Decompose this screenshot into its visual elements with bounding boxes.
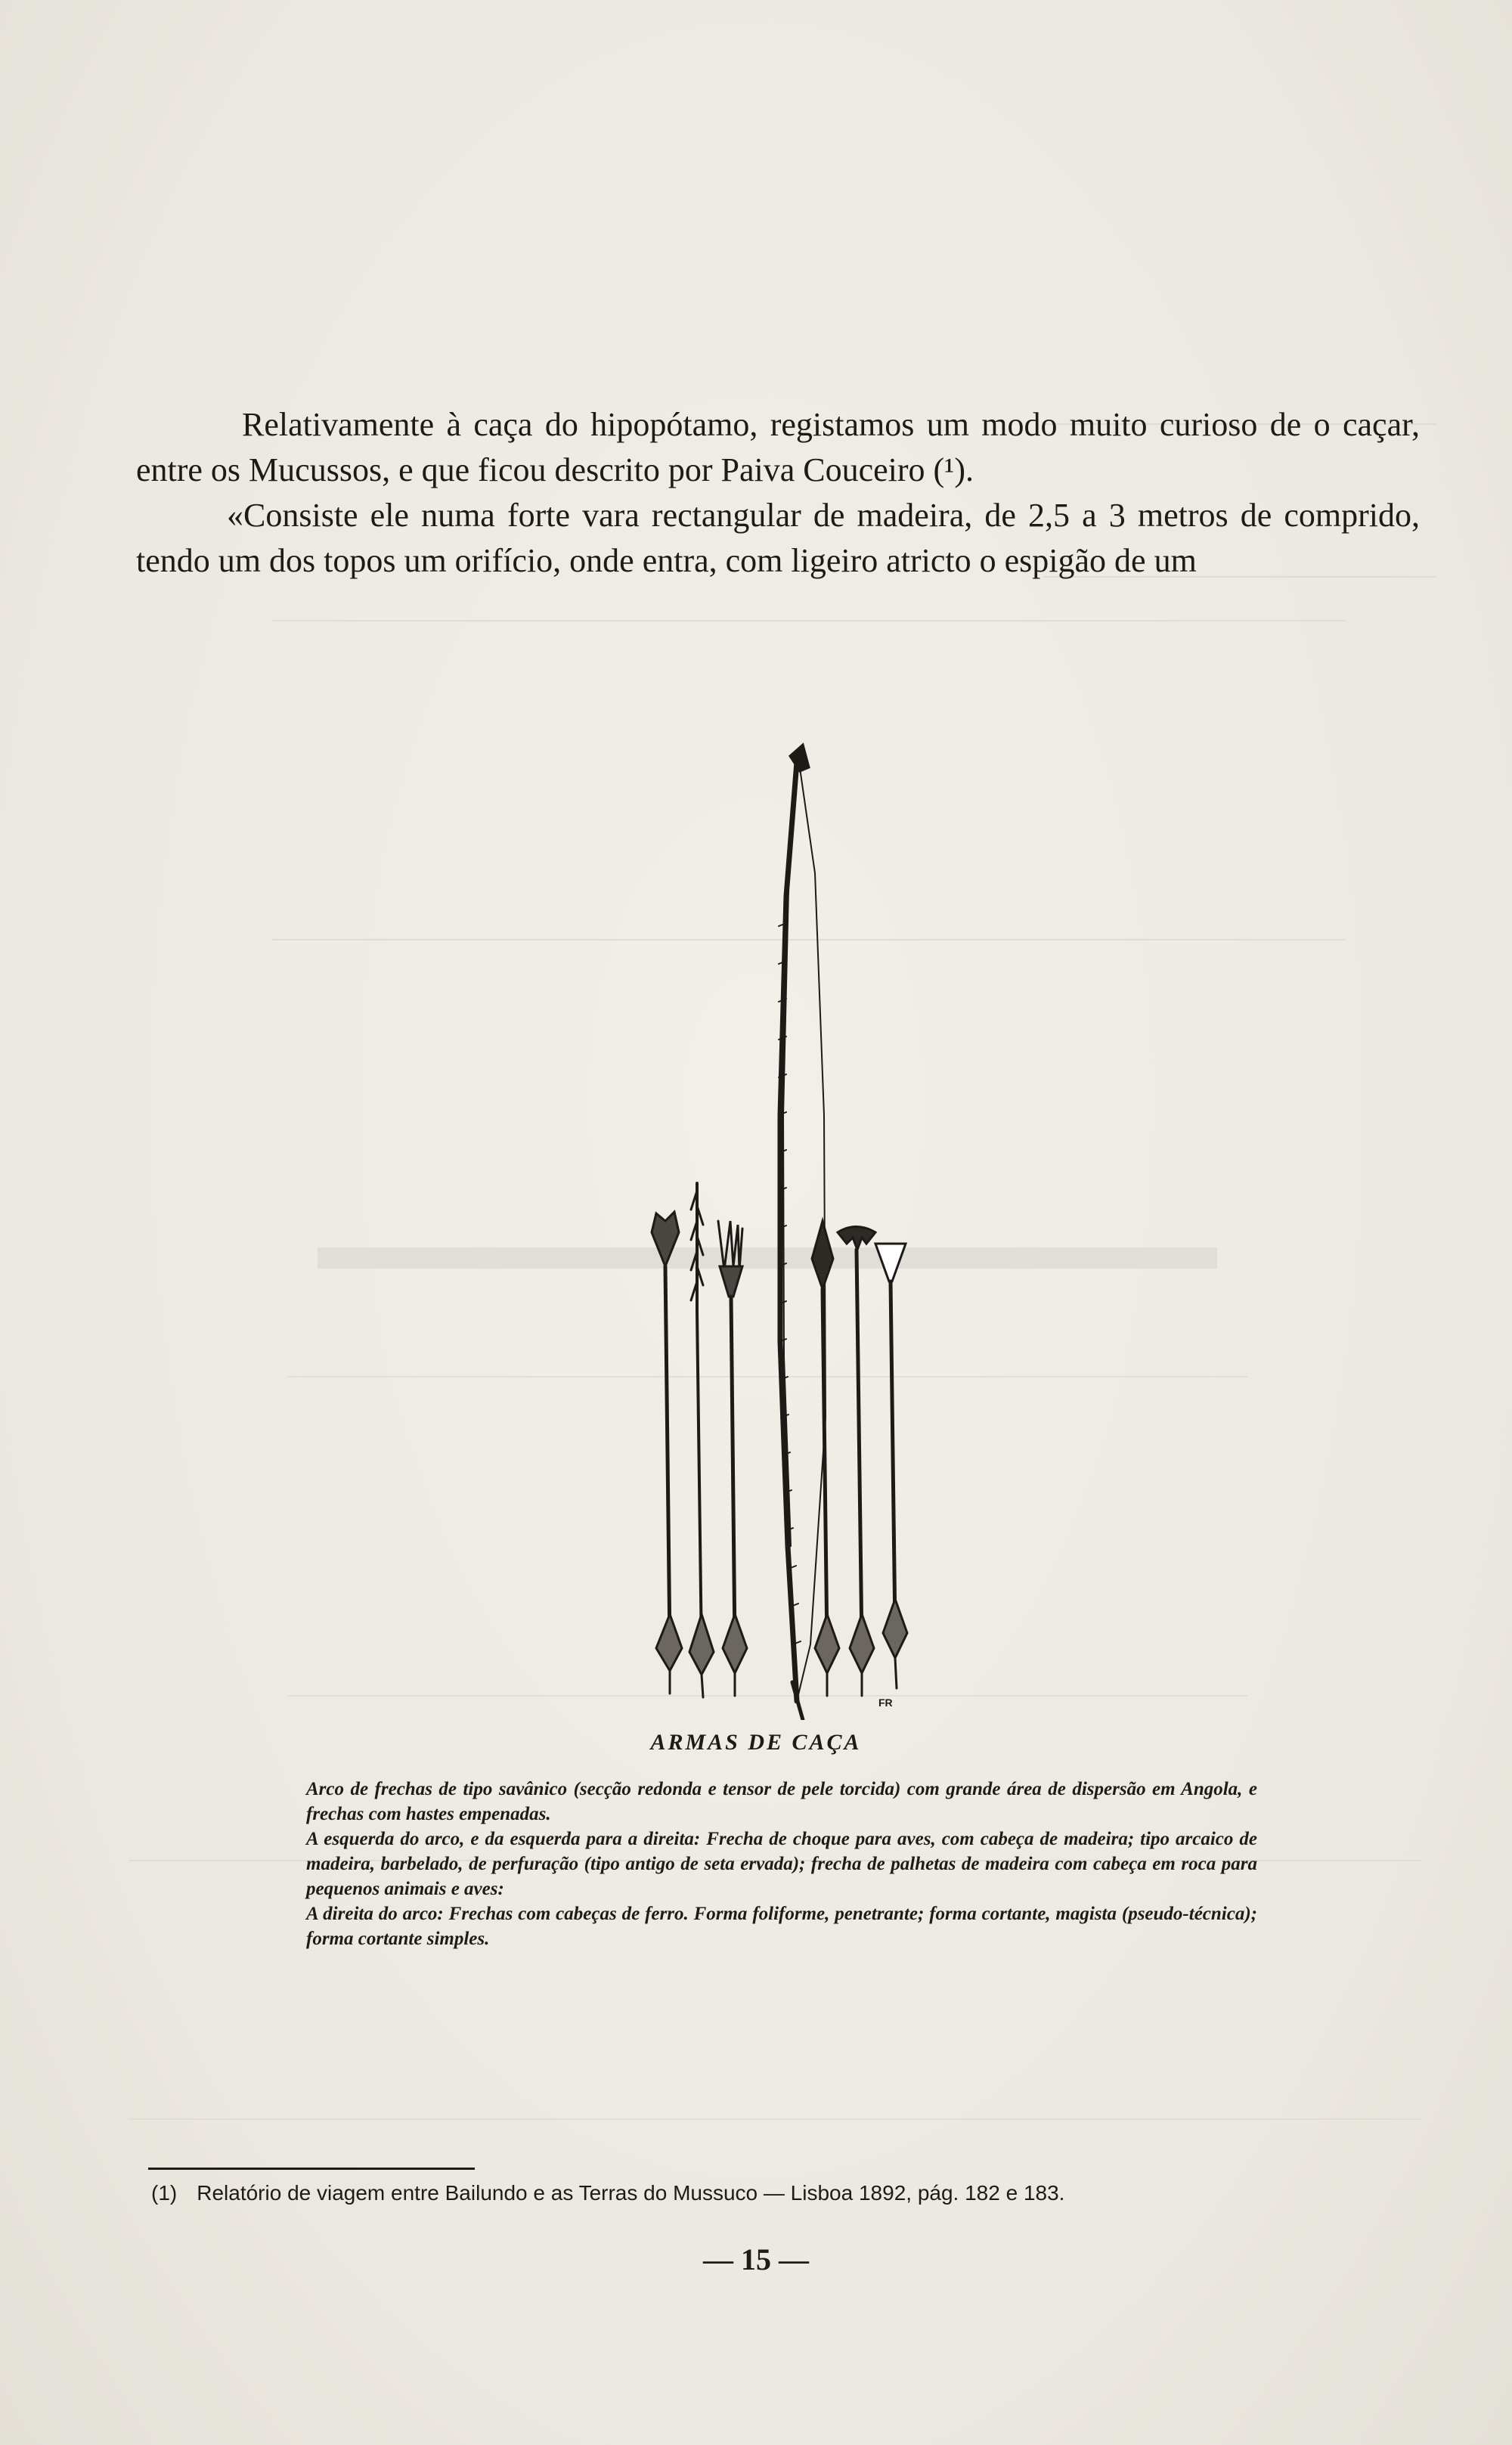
arrow-wooden-blunt-head [652, 1212, 682, 1694]
arrow-iron-simple-cutting-head [875, 1244, 907, 1688]
figure-caption [306, 1777, 1257, 1951]
arrow-barbed-wooden [689, 1183, 714, 1697]
caption-line-2: A esquerda do arco, e da esquerda para a direita: Frecha de choque para aves, com cabeça de madeira; tipo arcaico de madeira, barbelado, de perfuração (tipo antigo de seta ervada); frecha de palhetas de madeira com cabeça em roca para pequenos animais e aves: [306, 1829, 1257, 1899]
footnote-marker: (1) [151, 2181, 178, 2205]
caption-line-1: Arco de frechas de tipo savânico (secção redonda e tensor de pele torcida) com grande área de dispersão em Angola, e frechas com hastes empenadas. [306, 1779, 1257, 1824]
illustrator-signature: FR [878, 1697, 893, 1709]
caption-line-3: A direita do arco: Frechas com cabeças de ferro. Forma foliforme, penetrante; forma cortante, magista (pseudo-técnica); forma cortante simples. [306, 1904, 1257, 1949]
arrow-iron-magical-head [838, 1227, 875, 1697]
hunting-weapons-illustration [635, 737, 915, 1720]
arrow-vaned-spindle-head [718, 1221, 747, 1696]
footnote-divider [148, 2168, 475, 2170]
footnote-text: Relatório de viagem entre Bailundo e as Terras do Mussuco — Lisboa 1892, pág. 182 e 183. [197, 2181, 1065, 2205]
figure-title: ARMAS DE CAÇA [650, 1730, 862, 1755]
page-number: — 15 — [703, 2242, 809, 2276]
paragraph-2: «Consiste ele numa forte vara rectangular de madeira, de 2,5 a 3 metros de comprido, tendo um dos topos um orifício, onde entra, com ligeiro atricto o espigão de um [136, 497, 1420, 579]
footnote [151, 2179, 1391, 2208]
paragraph-1: Relativamente à caça do hipopótamo, registamos um modo muito curioso de o caçar, entre os Mucussos, e que ficou descrito por Paiva Couceiro (¹). [136, 406, 1420, 488]
